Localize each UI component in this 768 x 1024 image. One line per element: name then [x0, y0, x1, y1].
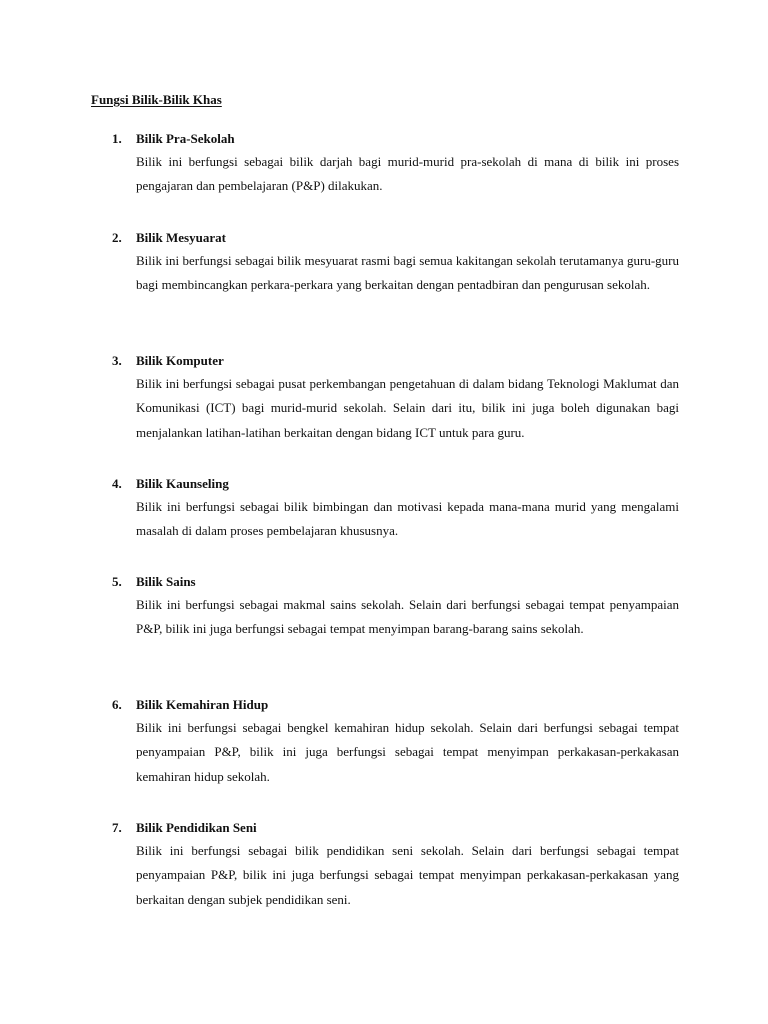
document-title: Fungsi Bilik-Bilik Khas [91, 92, 222, 107]
item-number: 7. [112, 820, 122, 835]
item-description: Bilik ini berfungsi sebagai bilik bimbingan dan motivasi kepada mana-mana murid yang mengalami masalah di dalam proses pembelajaran khususnya. [136, 498, 679, 538]
item-description: Bilik ini berfungsi sebagai bilik mesyuarat rasmi bagi semua kakitangan sekolah terutamanya guru-guru bagi membincangkan perkara-perkara yang berkaitan dengan pentadbiran dan pengurusan sekolah. [136, 252, 679, 292]
item-heading: Bilik Mesyuarat [136, 230, 226, 245]
item-number: 1. [112, 131, 122, 146]
item-description: Bilik ini berfungsi sebagai bengkel kemahiran hidup sekolah. Selain dari berfungsi sebagai tempat penyampaian P&P, bilik ini juga berfungsi sebagai tempat menyimpan perkakasan-perkakasan kemahiran hidup sekolah. [136, 719, 679, 784]
item-description: Bilik ini berfungsi sebagai bilik darjah bagi murid-murid pra-sekolah di mana di bilik ini proses pengajaran dan pembelajaran (P&P) dilakukan. [136, 153, 679, 193]
item-number: 6. [112, 697, 122, 712]
item-number: 5. [112, 574, 122, 589]
item-heading: Bilik Sains [136, 574, 196, 589]
item-heading: Bilik Pendidikan Seni [136, 820, 257, 835]
item-description: Bilik ini berfungsi sebagai pusat perkembangan pengetahuan di dalam bidang Teknologi Maklumat dan Komunikasi (ICT) bagi murid-murid sekolah. Selain dari itu, bilik ini juga boleh digunakan bagi menjalankan latihan-latihan berkaitan dengan bidang ICT untuk para guru. [136, 375, 679, 440]
item-number: 3. [112, 353, 122, 368]
item-description: Bilik ini berfungsi sebagai makmal sains sekolah. Selain dari berfungsi sebagai tempat penyampaian P&P, bilik ini juga berfungsi sebagai tempat menyimpan barang-barang sains sekolah. [136, 596, 679, 636]
item-heading: Bilik Komputer [136, 353, 224, 368]
item-number: 4. [112, 476, 122, 491]
item-heading: Bilik Kemahiran Hidup [136, 697, 269, 712]
item-heading: Bilik Kaunseling [136, 476, 229, 491]
item-number: 2. [112, 230, 122, 245]
item-heading: Bilik Pra-Sekolah [136, 131, 235, 146]
item-description: Bilik ini berfungsi sebagai bilik pendidikan seni sekolah. Selain dari berfungsi sebagai tempat penyampaian P&P, bilik ini juga berfungsi sebagai tempat menyimpan perkakasan-perkakasan yang berkaitan dengan subjek pendidikan seni. [136, 842, 679, 907]
